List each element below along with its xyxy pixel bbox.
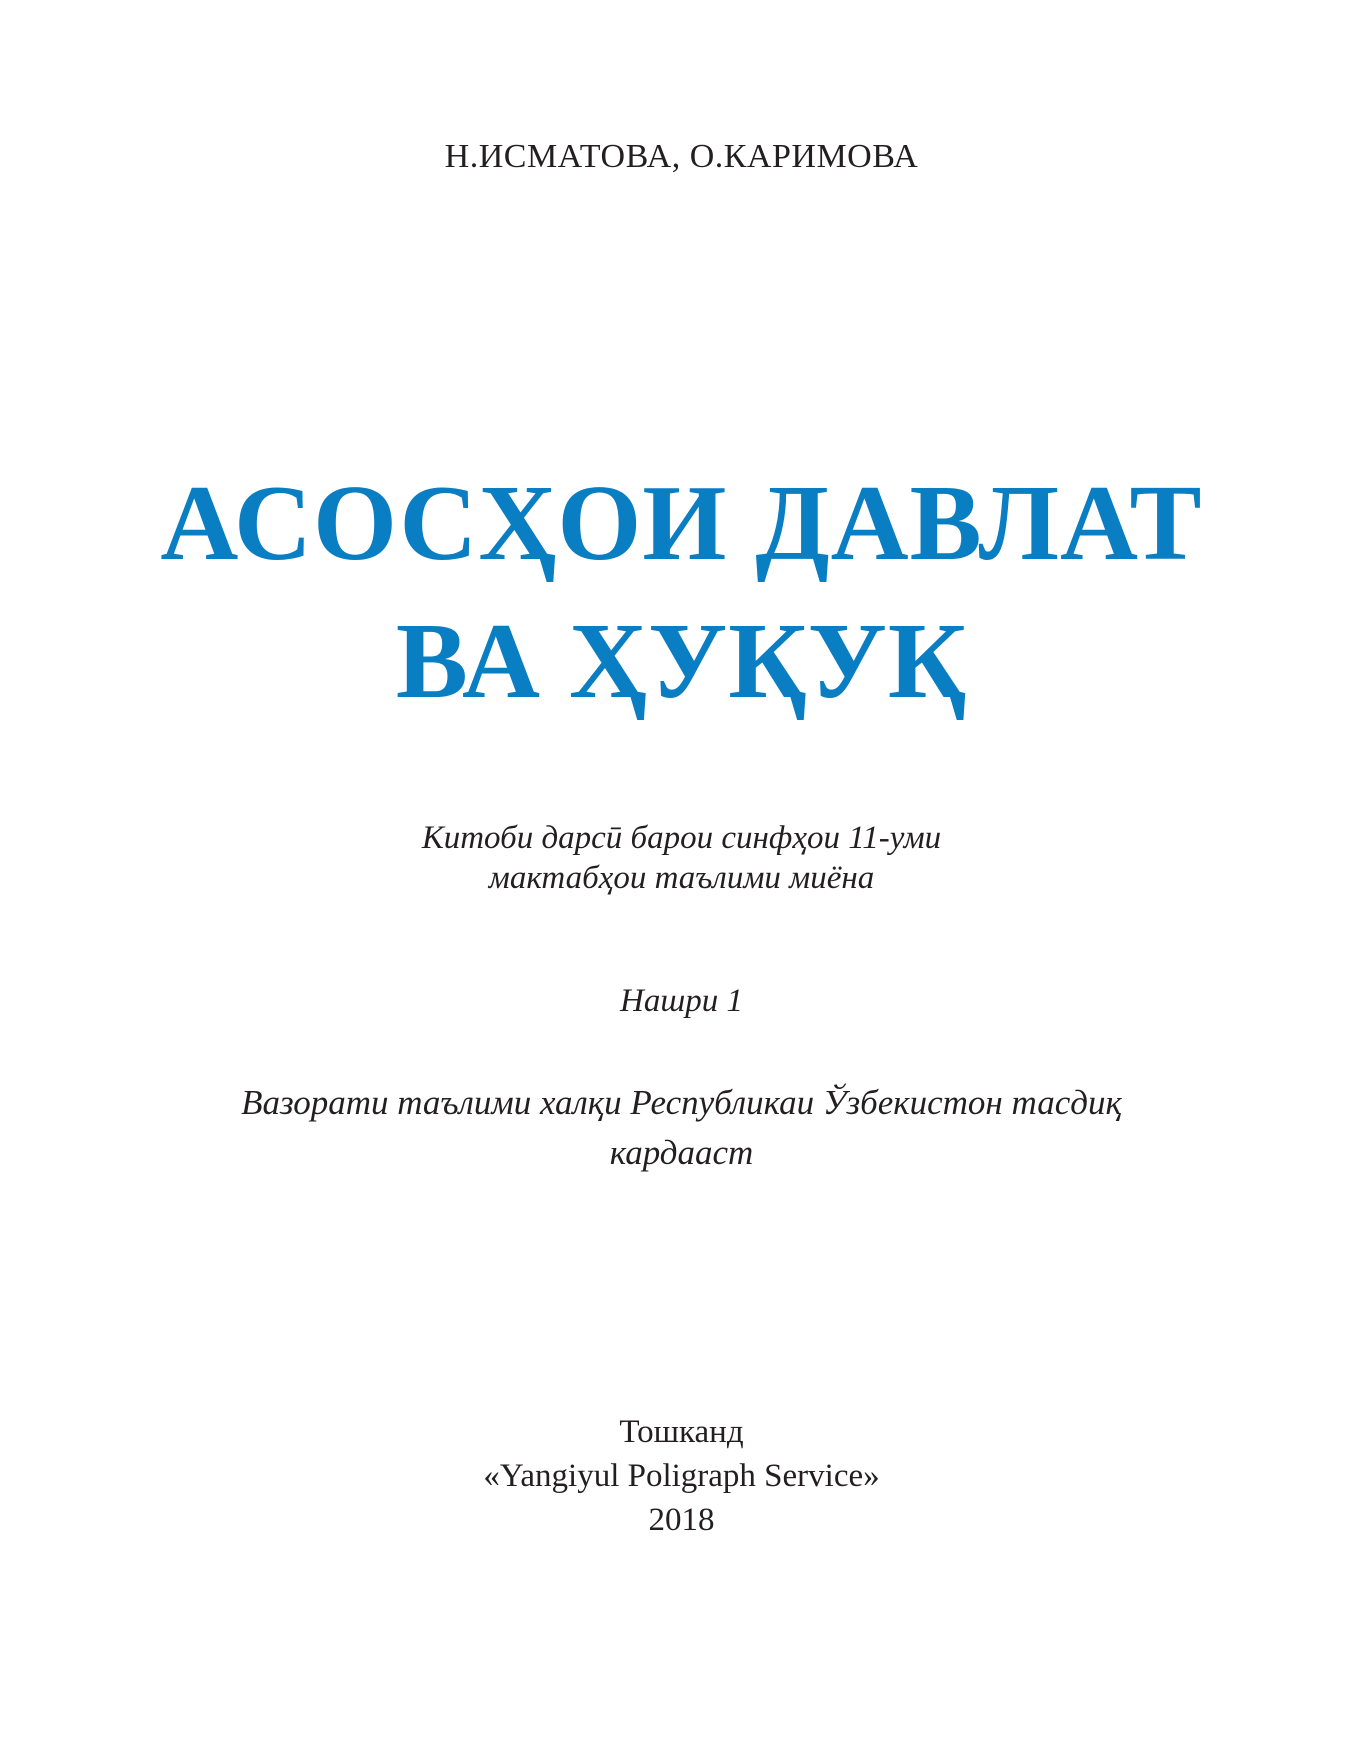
book-title-line-2: ВА ҲУҚУҚ — [395, 602, 968, 721]
book-subtitle-line-2: мактабҳои таълими миёна — [488, 860, 875, 896]
book-subtitle-line-1: Китоби дарсӣ барои синфҳои 11-уми — [421, 820, 942, 856]
authors: Н.ИСМАТОВА, О.КАРИМОВА — [444, 138, 919, 175]
imprint-year: 2018 — [648, 1502, 715, 1538]
approval-note-line-1: Вазорати таълими халқи Республикаи Ўзбекистон тасдиқ — [241, 1083, 1122, 1122]
book-title-line-1: АСОСҲОИ ДАВЛАТ — [160, 464, 1203, 583]
book-subtitle — [0, 818, 1363, 898]
imprint-publisher: «Yangiyul Poligraph Service» — [483, 1458, 880, 1494]
edition: Нашри 1 — [620, 983, 743, 1019]
imprint — [0, 1410, 1363, 1542]
approval-note — [0, 1078, 1363, 1178]
book-title — [60, 455, 1303, 731]
imprint-city: Тошканд — [619, 1414, 744, 1450]
approval-note-line-2: кардааст — [609, 1133, 754, 1172]
